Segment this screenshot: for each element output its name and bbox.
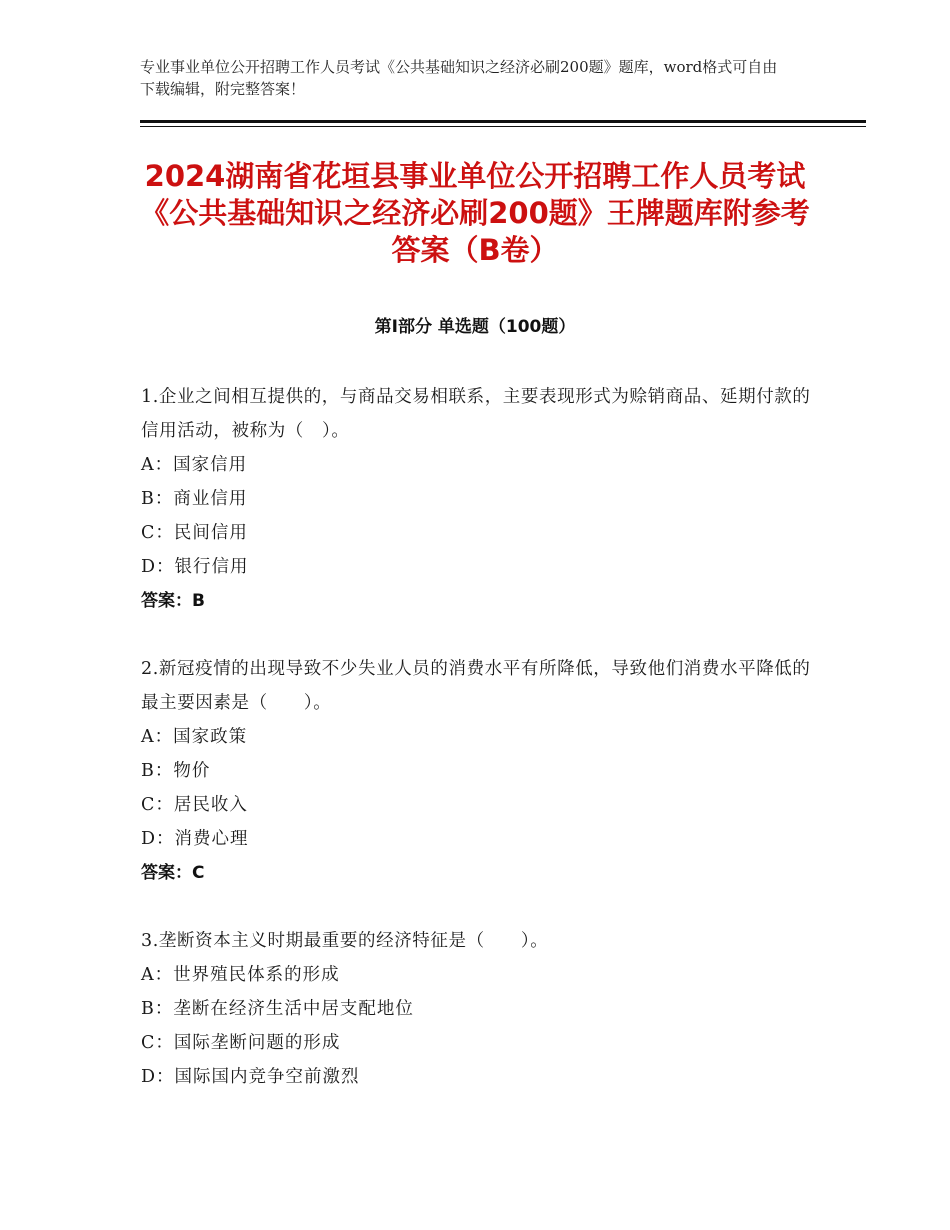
option-d: D：国际国内竞争空前激烈: [141, 1067, 360, 1087]
option-c: C：民间信用: [141, 523, 248, 543]
option-c: C：居民收入: [141, 795, 248, 815]
question-stem: 1.企业之间相互提供的，与商品交易相联系，主要表现形式为赊销商品、延期付款的信用活动，被称为（ ）。: [141, 387, 811, 441]
question-1: [141, 380, 821, 618]
header-divider-thick: [140, 120, 866, 123]
section-heading: 第Ⅰ部分 单选题（100题）: [374, 317, 576, 337]
option-a: A：国家信用: [141, 455, 248, 475]
option-c: C：国际垄断问题的形成: [141, 1033, 341, 1053]
option-a: A：国家政策: [141, 727, 248, 747]
answer-label: 答案：C: [141, 863, 205, 883]
header-note: 专业事业单位公开招聘工作人员考试《公共基础知识之经济必刷200题》题库，word格式可自由下载编辑，附完整答案！: [140, 58, 778, 98]
header-divider-thin: [140, 126, 866, 127]
question-stem: 2.新冠疫情的出现导致不少失业人员的消费水平有所降低，导致他们消费水平降低的最主要因素是（ ）。: [141, 659, 811, 713]
question-stem: 3.垄断资本主义时期最重要的经济特征是（ ）。: [141, 931, 549, 951]
option-d: D：消费心理: [141, 829, 249, 849]
question-3: [141, 924, 821, 1094]
answer-label: 答案：B: [141, 591, 205, 611]
document-title: 2024湖南省花垣县事业单位公开招聘工作人员考试《公共基础知识之经济必刷200题》王牌题库附参考答案（B卷）: [140, 159, 810, 267]
question-list: [141, 380, 821, 1094]
option-b: B：垄断在经济生活中居支配地位: [141, 999, 414, 1019]
option-d: D：银行信用: [141, 557, 249, 577]
option-b: B：物价: [141, 761, 211, 781]
question-2: [141, 652, 821, 890]
option-a: A：世界殖民体系的形成: [141, 965, 340, 985]
option-b: B：商业信用: [141, 489, 248, 509]
